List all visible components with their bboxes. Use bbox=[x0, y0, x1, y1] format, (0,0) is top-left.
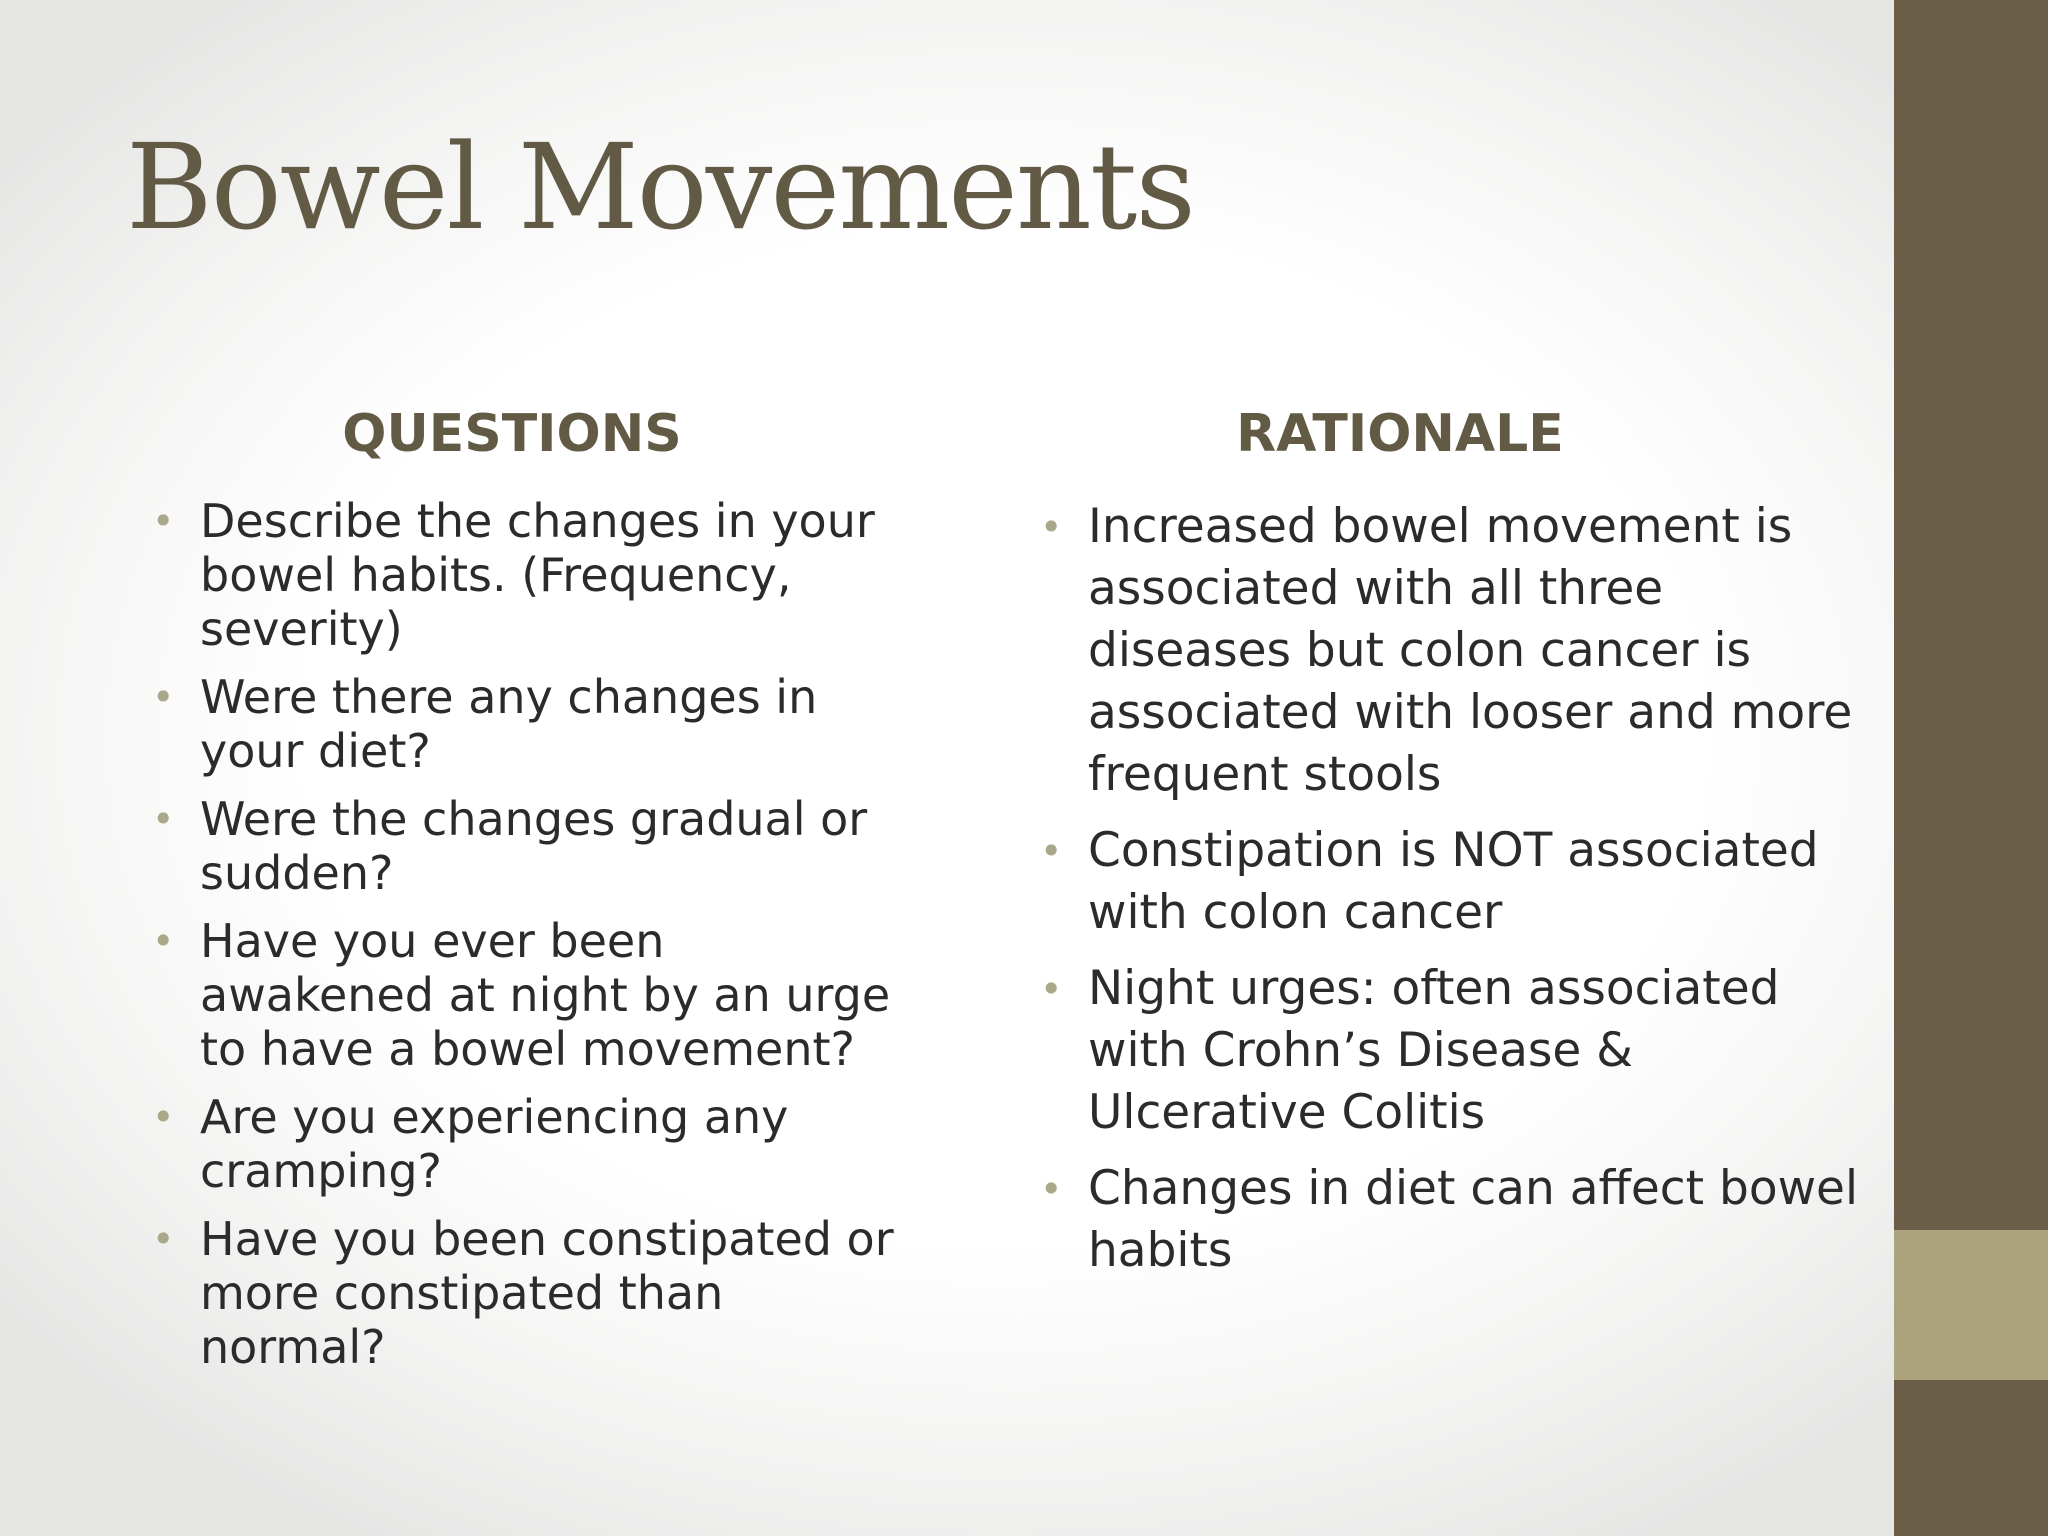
question-item bbox=[148, 1090, 908, 1198]
question-item bbox=[148, 670, 908, 778]
rationale-text: Increased bowel movement is associated with all three diseases but colon cancer is associated with looser and more frequent stools bbox=[1088, 499, 1853, 802]
questions-list bbox=[148, 494, 908, 1388]
questions-heading: QUESTIONS bbox=[342, 404, 682, 464]
bullet-icon: • bbox=[1040, 967, 1063, 1011]
rationale-text: Changes in diet can affect bowel habits bbox=[1088, 1161, 1859, 1278]
question-text: Have you been constipated or more constipated than normal? bbox=[200, 1212, 894, 1374]
rationale-item bbox=[1036, 820, 1866, 944]
bullet-icon: • bbox=[1040, 505, 1063, 549]
rationale-text: Night urges: often associated with Crohn’s Disease & Ulcerative Colitis bbox=[1088, 961, 1780, 1140]
question-item bbox=[148, 1212, 908, 1374]
rationale-item bbox=[1036, 1158, 1866, 1282]
question-text: Describe the changes in your bowel habits. (Frequency, severity) bbox=[200, 494, 875, 656]
question-item bbox=[148, 914, 908, 1076]
rationale-item bbox=[1036, 958, 1866, 1144]
rationale-list bbox=[1036, 496, 1866, 1296]
bullet-icon: • bbox=[152, 919, 175, 963]
rationale-heading: RATIONALE bbox=[1236, 404, 1564, 464]
bullet-icon: • bbox=[152, 1217, 175, 1261]
question-item bbox=[148, 792, 908, 900]
question-text: Were there any changes in your diet? bbox=[200, 670, 818, 778]
question-item bbox=[148, 494, 908, 656]
bullet-icon: • bbox=[152, 797, 175, 841]
question-text: Were the changes gradual or sudden? bbox=[200, 792, 868, 900]
question-text: Are you experiencing any cramping? bbox=[200, 1090, 789, 1198]
bullet-icon: • bbox=[152, 1095, 175, 1139]
bullet-icon: • bbox=[152, 499, 175, 543]
rationale-item bbox=[1036, 496, 1866, 806]
bullet-icon: • bbox=[1040, 829, 1063, 873]
bullet-icon: • bbox=[1040, 1167, 1063, 1211]
question-text: Have you ever been awakened at night by an urge to have a bowel movement? bbox=[200, 914, 891, 1076]
bullet-icon: • bbox=[152, 675, 175, 719]
slide-title: Bowel Movements bbox=[126, 118, 1194, 256]
sidebar-accent-block bbox=[1894, 1230, 2048, 1380]
rationale-text: Constipation is NOT associated with colon cancer bbox=[1088, 823, 1819, 940]
